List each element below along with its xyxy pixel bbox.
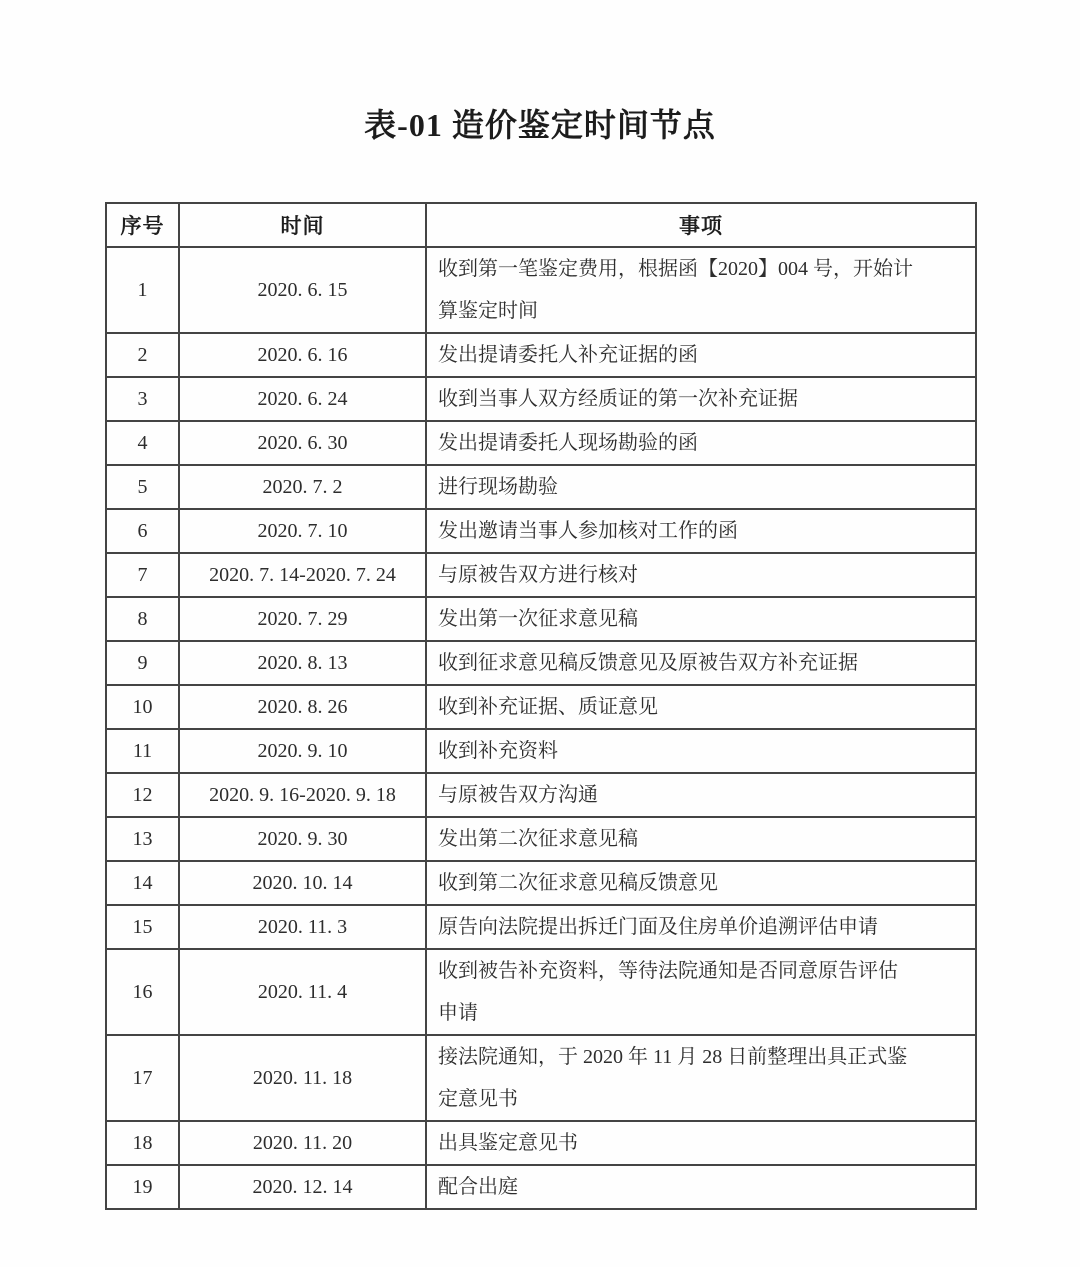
- table-row: [106, 641, 976, 685]
- row-number-cell: 7: [106, 553, 179, 597]
- time-cell: 2020. 7. 29: [179, 597, 426, 641]
- row-number-cell: 17: [106, 1035, 179, 1121]
- page-title: 表-01 造价鉴定时间节点: [364, 107, 716, 143]
- table-row: [106, 861, 976, 905]
- header-col-event: 事项: [426, 203, 976, 247]
- row-number-cell: 18: [106, 1121, 179, 1165]
- event-cell: 收到征求意见稿反馈意见及原被告双方补充证据: [426, 641, 976, 685]
- table-row: [106, 465, 976, 509]
- event-cell: 发出提请委托人现场勘验的函: [426, 421, 976, 465]
- event-cell: 进行现场勘验: [426, 465, 976, 509]
- table-row: [106, 597, 976, 641]
- time-cell: 2020. 9. 16-2020. 9. 18: [179, 773, 426, 817]
- row-number-cell: 1: [106, 247, 179, 333]
- timeline-table: [105, 202, 977, 1210]
- table-row: [106, 247, 976, 333]
- table-row: [106, 685, 976, 729]
- table-row: [106, 377, 976, 421]
- event-cell: 收到第一笔鉴定费用，根据函【2020】004 号，开始计算鉴定时间: [426, 247, 976, 333]
- table-body: [106, 247, 976, 1209]
- time-cell: 2020. 7. 2: [179, 465, 426, 509]
- table-row: [106, 1165, 976, 1209]
- row-number-cell: 9: [106, 641, 179, 685]
- event-cell: 接法院通知，于 2020 年 11 月 28 日前整理出具正式鉴定意见书: [426, 1035, 976, 1121]
- event-cell: 发出第一次征求意见稿: [426, 597, 976, 641]
- event-cell: 收到第二次征求意见稿反馈意见: [426, 861, 976, 905]
- event-cell: 收到补充证据、质证意见: [426, 685, 976, 729]
- time-cell: 2020. 12. 14: [179, 1165, 426, 1209]
- table-row: [106, 773, 976, 817]
- time-cell: 2020. 6. 24: [179, 377, 426, 421]
- table-row: [106, 421, 976, 465]
- time-cell: 2020. 11. 3: [179, 905, 426, 949]
- event-cell: 原告向法院提出拆迁门面及住房单价追溯评估申请: [426, 905, 976, 949]
- row-number-cell: 6: [106, 509, 179, 553]
- header-col-time: 时间: [179, 203, 426, 247]
- row-number-cell: 10: [106, 685, 179, 729]
- time-cell: 2020. 9. 30: [179, 817, 426, 861]
- time-cell: 2020. 8. 13: [179, 641, 426, 685]
- row-number-cell: 16: [106, 949, 179, 1035]
- time-cell: 2020. 9. 10: [179, 729, 426, 773]
- table-row: [106, 1121, 976, 1165]
- row-number-cell: 2: [106, 333, 179, 377]
- row-number-cell: 11: [106, 729, 179, 773]
- time-cell: 2020. 11. 18: [179, 1035, 426, 1121]
- time-cell: 2020. 6. 16: [179, 333, 426, 377]
- time-cell: 2020. 7. 14-2020. 7. 24: [179, 553, 426, 597]
- event-cell: 出具鉴定意见书: [426, 1121, 976, 1165]
- event-cell: 发出提请委托人补充证据的函: [426, 333, 976, 377]
- row-number-cell: 8: [106, 597, 179, 641]
- table-row: [106, 333, 976, 377]
- table-row: [106, 553, 976, 597]
- event-cell: 与原被告双方沟通: [426, 773, 976, 817]
- time-cell: 2020. 6. 30: [179, 421, 426, 465]
- table-row: [106, 905, 976, 949]
- time-cell: 2020. 7. 10: [179, 509, 426, 553]
- event-cell: 收到补充资料: [426, 729, 976, 773]
- table-row: [106, 1035, 976, 1121]
- table-row: [106, 817, 976, 861]
- row-number-cell: 12: [106, 773, 179, 817]
- row-number-cell: 3: [106, 377, 179, 421]
- row-number-cell: 15: [106, 905, 179, 949]
- row-number-cell: 5: [106, 465, 179, 509]
- header-col-number: 序号: [106, 203, 179, 247]
- time-cell: 2020. 11. 20: [179, 1121, 426, 1165]
- event-cell: 收到当事人双方经质证的第一次补充证据: [426, 377, 976, 421]
- row-number-cell: 4: [106, 421, 179, 465]
- table-header-row: [106, 203, 976, 247]
- table-row: [106, 509, 976, 553]
- time-cell: 2020. 11. 4: [179, 949, 426, 1035]
- table-row: [106, 949, 976, 1035]
- event-cell: 收到被告补充资料，等待法院通知是否同意原告评估申请: [426, 949, 976, 1035]
- row-number-cell: 13: [106, 817, 179, 861]
- time-cell: 2020. 10. 14: [179, 861, 426, 905]
- row-number-cell: 14: [106, 861, 179, 905]
- event-cell: 发出邀请当事人参加核对工作的函: [426, 509, 976, 553]
- event-cell: 与原被告双方进行核对: [426, 553, 976, 597]
- time-cell: 2020. 6. 15: [179, 247, 426, 333]
- event-cell: 配合出庭: [426, 1165, 976, 1209]
- table-row: [106, 729, 976, 773]
- event-cell: 发出第二次征求意见稿: [426, 817, 976, 861]
- row-number-cell: 19: [106, 1165, 179, 1209]
- time-cell: 2020. 8. 26: [179, 685, 426, 729]
